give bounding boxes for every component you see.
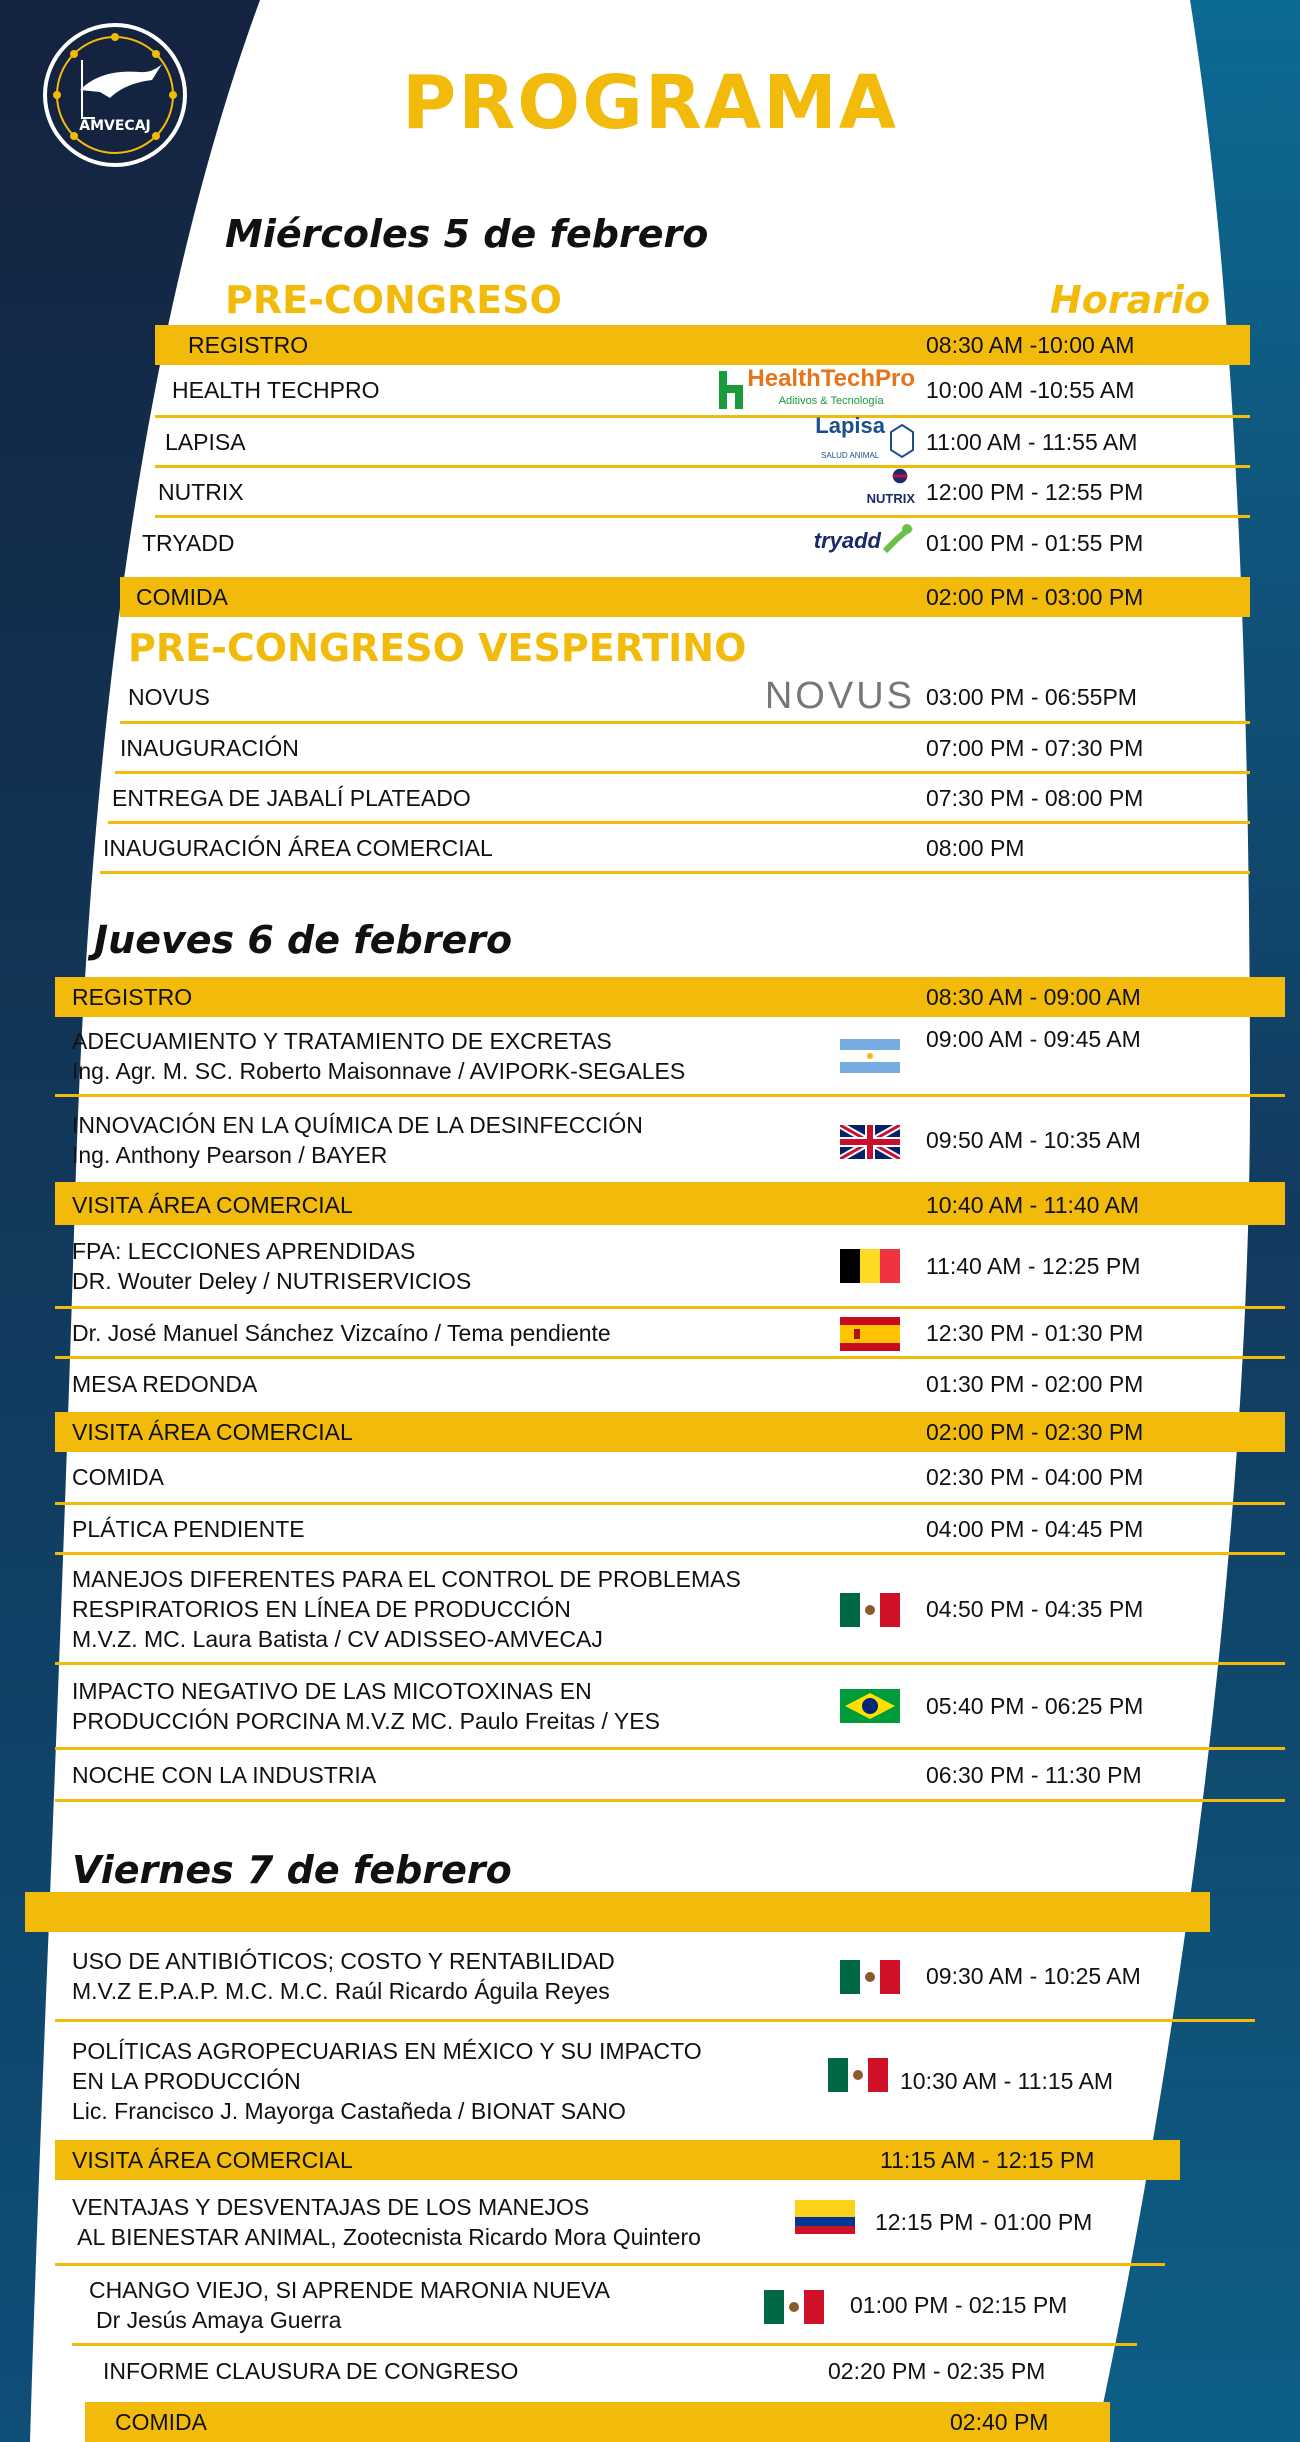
colombia-flag (795, 2200, 855, 2234)
tryadd-logo: tryadd (770, 518, 915, 564)
schedule-row: VISITA ÁREA COMERCIAL 10:40 AM - 11:40 AM (55, 1185, 1285, 1225)
schedule-row: MESA REDONDA 01:30 PM - 02:00 PM (72, 1371, 1144, 1397)
horario-heading: Horario (1050, 278, 1211, 322)
argentina-flag (840, 1039, 900, 1073)
schedule-row: COMIDA 02:30 PM - 04:00 PM (55, 1452, 1285, 1505)
schedule-row: FPA: LECCIONES APRENDIDAS DR. Wouter Deley / NUTRISERVICIOS 11:40 AM - 12:25 PM (55, 1225, 1285, 1309)
healthtechpro-logo: HealthTechPro Aditivos & Tecnología (685, 365, 915, 415)
novus-logo: NOVUS (764, 675, 915, 717)
schedule-row: VENTAJAS Y DESVENTAJAS DE LOS MANEJOS AL BIENESTAR ANIMAL, Zootecnista Ricardo Mora Quintero 12:15 PM - 01:00 PM (55, 2180, 1165, 2266)
schedule-row: ENTREGA DE JABALÍ PLATEADO 07:30 PM - 08:00 PM (108, 774, 1250, 824)
mexico-flag (828, 2058, 888, 2092)
schedule-row: INAUGURACIÓN 07:00 PM - 07:30 PM (115, 724, 1250, 774)
schedule-row: NUTRIX NUTRIX 12:00 PM - 12:55 PM (155, 468, 1250, 518)
schedule-row: LAPISA Lapisa SALUD ANIMAL 11:00 AM - 11:55 AM (155, 418, 1250, 468)
schedule-row: NOVUS NOVUS 03:00 PM - 06:55PM (120, 672, 1250, 724)
schedule-row: INFORME CLAUSURA DE CONGRESO 02:20 PM - 02:35 PM (103, 2358, 1046, 2384)
svg-text:AMVECAJ: AMVECAJ (79, 118, 151, 134)
schedule-row: INAUGURACIÓN ÁREA COMERCIAL 08:00 PM (100, 824, 1250, 874)
schedule-row: NOCHE CON LA INDUSTRIA 06:30 PM - 11:30 PM (55, 1750, 1285, 1802)
schedule-row: ADECUAMIENTO Y TRATAMIENTO DE EXCRETAS Ing. Agr. M. SC. Roberto Maisonnave / AVIPORK-SEGALES 09:00 AM - 09:45 AM (55, 1017, 1285, 1097)
schedule-row: COMIDA 02:00 PM - 03:00 PM (120, 577, 1250, 617)
lapisa-logo: Lapisa SALUD ANIMAL (755, 418, 915, 464)
schedule-row: Dr. José Manuel Sánchez Vizcaíno / Tema pendiente 12:30 PM - 01:30 PM (55, 1309, 1285, 1359)
schedule-row: CHANGO VIEJO, SI APRENDE MARONIA NUEVA Dr Jesús Amaya Guerra 01:00 PM - 02:15 PM (72, 2266, 1137, 2346)
schedule-band (25, 1892, 1210, 1932)
schedule-row: REGISTRO 08:30 AM - 09:00 AM (55, 977, 1285, 1017)
mexico-flag (764, 2290, 824, 2324)
schedule-row: IMPACTO NEGATIVO DE LAS MICOTOXINAS EN PRODUCCIÓN PORCINA M.V.Z MC. Paulo Freitas / YES 05:40 PM - 06:25 PM (55, 1665, 1285, 1750)
schedule-row: HEALTH TECHPRO HealthTechPro Aditivos & Tecnología 10:00 AM -10:55 AM (155, 365, 1250, 418)
schedule-row: TRYADD tryadd 01:00 PM - 01:55 PM (130, 518, 1250, 568)
uk-flag (840, 1125, 900, 1159)
mexico-flag (840, 1960, 900, 1994)
section-pre-congreso: PRE-CONGRESO (225, 278, 562, 322)
belgium-flag (840, 1249, 900, 1283)
schedule-row: REGISTRO 08:30 AM -10:00 AM (155, 325, 1250, 365)
mexico-flag (840, 1593, 900, 1627)
schedule-row: VISITA ÁREA COMERCIAL 11:15 AM - 12:15 PM (55, 2140, 1180, 2180)
schedule-row: VISITA ÁREA COMERCIAL 02:00 PM - 02:30 PM (55, 1412, 1285, 1452)
schedule-row: PLÁTICA PENDIENTE 04:00 PM - 04:45 PM (55, 1505, 1285, 1555)
day3-heading: Viernes 7 de febrero (72, 1848, 512, 1892)
day1-heading: Miércoles 5 de febrero (225, 212, 709, 256)
day2-heading: Jueves 6 de febrero (94, 918, 513, 962)
page-title: PROGRAMA (401, 60, 899, 146)
schedule-row: INNOVACIÓN EN LA QUÍMICA DE LA DESINFECCIÓN Ing. Anthony Pearson / BAYER 09:50 AM - 10:35 AM (55, 1097, 1285, 1185)
schedule-row: COMIDA 02:40 PM (85, 2402, 1110, 2442)
schedule-row: MANEJOS DIFERENTES PARA EL CONTROL DE PROBLEMAS RESPIRATORIOS EN LÍNEA DE PRODUCCIÓN M.V.Z. MC. Laura Batista / CV ADISSEO-AMVECAJ 04:50 PM - 04:35 PM (55, 1555, 1285, 1665)
schedule-row: USO DE ANTIBIÓTICOS; COSTO Y RENTABILIDAD M.V.Z E.P.A.P. M.C. M.C. Raúl Ricardo Águila Reyes 09:30 AM - 10:25 AM (55, 1932, 1255, 2022)
nutrix-logo: NUTRIX (815, 468, 915, 514)
schedule-row: POLÍTICAS AGROPECUARIAS EN MÉXICO Y SU IMPACTO EN LA PRODUCCIÓN Lic. Francisco J. Mayorga Castañeda / BIONAT SANO 10:30 AM - 11:15 AM (72, 2038, 1114, 2124)
spain-flag (840, 1317, 900, 1351)
brazil-flag (840, 1689, 900, 1723)
section-pre-congreso-vespertino: PRE-CONGRESO VESPERTINO (128, 626, 747, 670)
